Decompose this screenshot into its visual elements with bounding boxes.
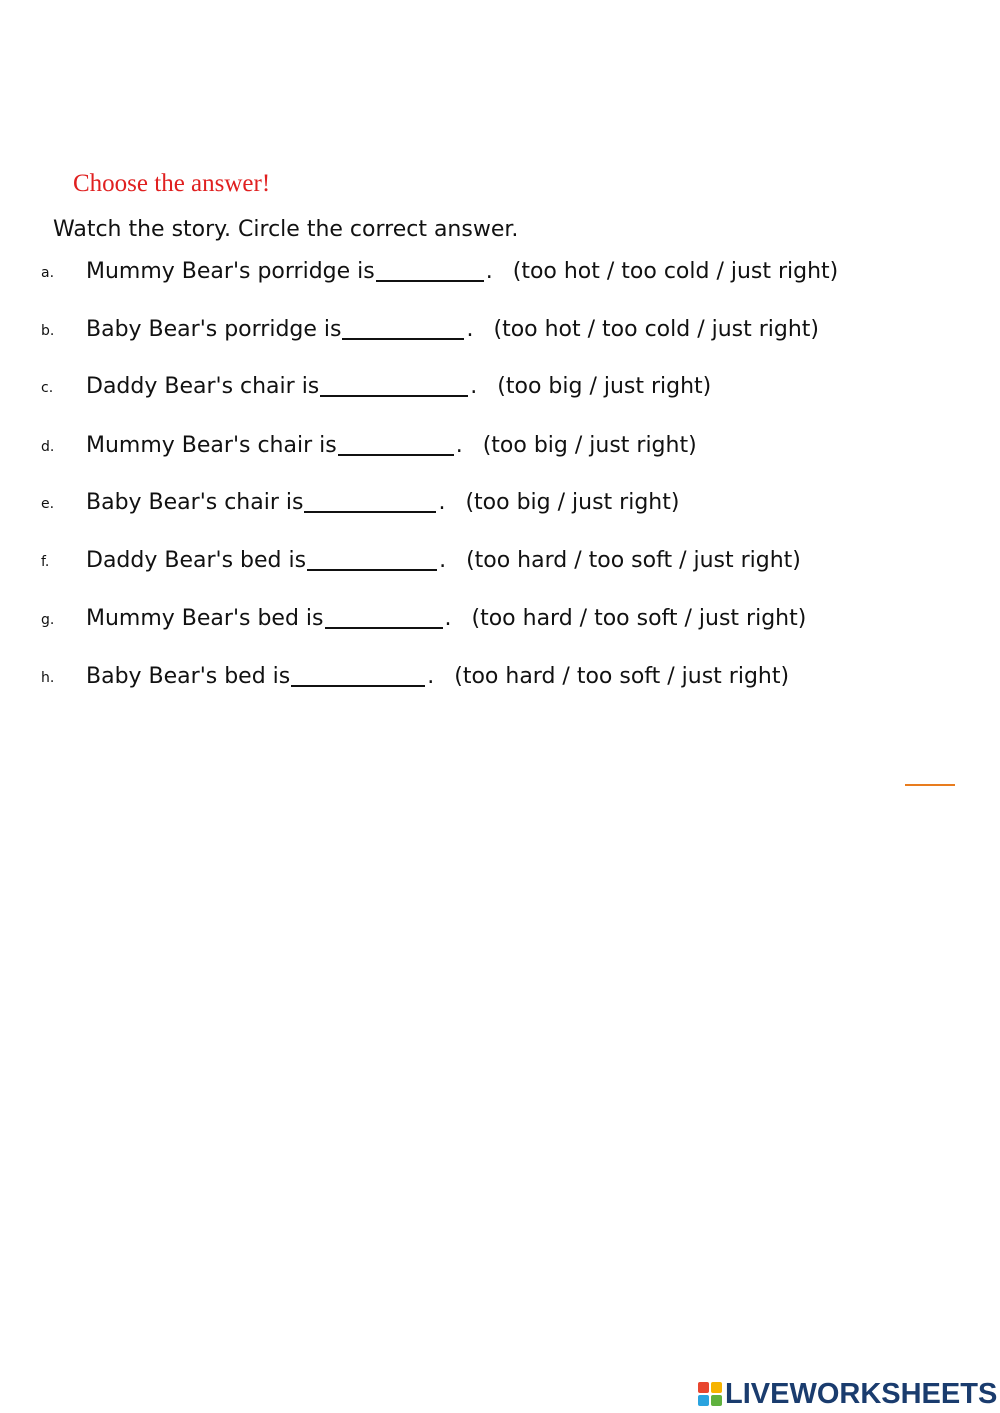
question-letter: g.: [41, 612, 55, 628]
question-period: .: [485, 259, 493, 284]
question-period: .: [427, 664, 435, 689]
question-item-e: [0, 488, 1000, 518]
question-period: .: [466, 317, 474, 342]
answer-blank[interactable]: [291, 663, 425, 687]
question-item-h: [0, 662, 1000, 692]
answer-options[interactable]: (too hot / too cold / just right): [493, 317, 820, 342]
question-text: Mummy Bear's bed is: [86, 606, 324, 631]
question-item-a: [0, 257, 1000, 287]
question-item-b: [0, 315, 1000, 345]
worksheet-title: Choose the answer!: [73, 170, 271, 197]
liveworksheets-grid-icon: [698, 1382, 722, 1406]
answer-options[interactable]: (too hot / too cold / just right): [512, 259, 839, 284]
question-letter: b.: [41, 323, 55, 339]
instruction-text: Watch the story. Circle the correct answer.: [53, 217, 519, 242]
answer-options[interactable]: (too hard / too soft / just right): [466, 548, 801, 573]
question-period: .: [439, 548, 447, 573]
question-period: .: [470, 374, 478, 399]
answer-options[interactable]: (too hard / too soft / just right): [471, 606, 807, 631]
question-period: .: [444, 606, 452, 631]
question-letter: e.: [41, 496, 55, 512]
question-period: .: [438, 490, 446, 515]
answer-blank[interactable]: [342, 316, 464, 340]
question-text: Daddy Bear's bed is: [86, 548, 307, 573]
answer-options[interactable]: (too hard / too soft / just right): [454, 664, 790, 689]
answer-options[interactable]: (too big / just right): [482, 433, 697, 458]
answer-blank[interactable]: [338, 432, 454, 456]
question-text: Baby Bear's bed is: [86, 664, 291, 689]
question-letter: f.: [41, 554, 50, 570]
question-text: Mummy Bear's chair is: [86, 433, 337, 458]
answer-blank[interactable]: [320, 373, 468, 397]
answer-options[interactable]: (too big / just right): [497, 374, 712, 399]
question-letter: a.: [41, 265, 55, 281]
question-item-f: [0, 546, 1000, 576]
question-item-d: [0, 431, 1000, 461]
question-letter: c.: [41, 380, 54, 396]
orange-underline-mark: [905, 784, 955, 786]
question-letter: h.: [41, 670, 55, 686]
question-item-g: [0, 604, 1000, 634]
question-period: .: [455, 433, 463, 458]
logo-text: LIVEWORKSHEETS: [725, 1377, 998, 1410]
answer-options[interactable]: (too big / just right): [465, 490, 680, 515]
question-letter: d.: [41, 439, 55, 455]
liveworksheets-logo[interactable]: [698, 1378, 997, 1410]
answer-blank[interactable]: [307, 547, 437, 571]
answer-blank[interactable]: [304, 489, 436, 513]
question-text: Daddy Bear's chair is: [86, 374, 320, 399]
question-text: Mummy Bear's porridge is: [86, 259, 375, 284]
answer-blank[interactable]: [376, 258, 484, 282]
question-item-c: [0, 372, 1000, 402]
answer-blank[interactable]: [325, 605, 443, 629]
question-text: Baby Bear's chair is: [86, 490, 304, 515]
question-text: Baby Bear's porridge is: [86, 317, 342, 342]
